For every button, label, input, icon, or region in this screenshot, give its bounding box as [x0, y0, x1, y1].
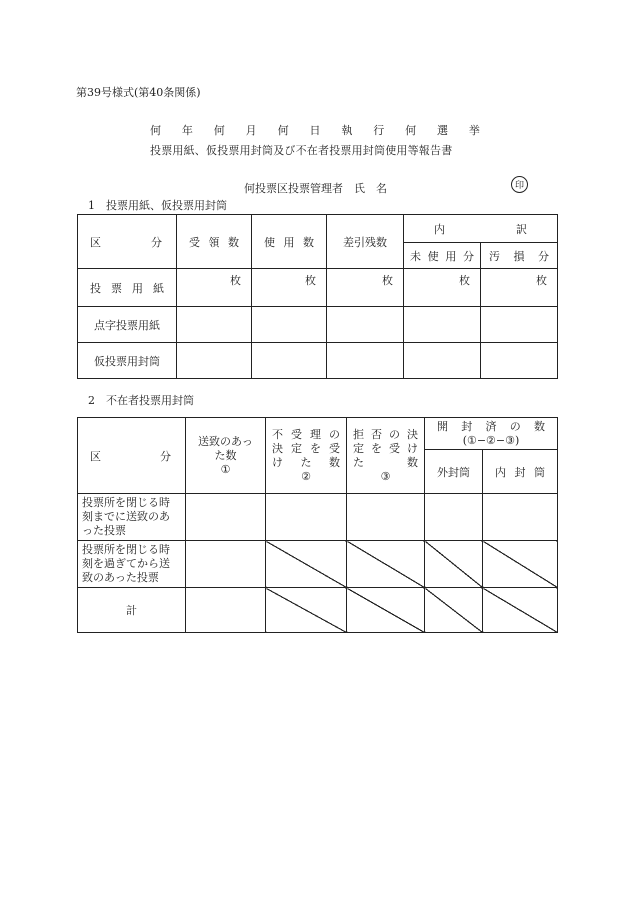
table-cell[interactable]: [483, 494, 558, 541]
table-cell[interactable]: [347, 494, 425, 541]
title-char: 月: [245, 124, 257, 137]
row-char: 投: [90, 281, 101, 295]
header-char: 数: [329, 455, 340, 469]
title-char: 行: [373, 124, 385, 137]
title-char: 何: [213, 124, 225, 137]
header-char: 汚: [489, 249, 500, 263]
table-cell[interactable]: [327, 307, 404, 343]
table-cell[interactable]: [266, 494, 347, 541]
title-char: 日: [309, 124, 321, 137]
row-char: 紙: [153, 281, 164, 295]
table-cell[interactable]: [186, 494, 266, 541]
table-cell[interactable]: [481, 307, 558, 343]
header-opened-count: [425, 418, 558, 450]
election-title: [150, 122, 480, 138]
header-used: [252, 215, 327, 269]
row-label-ballot-paper: [78, 269, 177, 307]
header-char: け: [407, 441, 418, 455]
header-char: を: [310, 441, 321, 455]
table-cell[interactable]: [177, 307, 252, 343]
table-cell[interactable]: [404, 343, 481, 379]
row-label-after-close: [78, 541, 186, 588]
header-rejected-count: [266, 418, 347, 494]
header-char: 決: [272, 441, 283, 455]
absentee-envelope-table: [77, 417, 558, 633]
title-char: 年: [181, 124, 193, 137]
manager-name-label: 何投票区投票管理者 氏 名: [244, 182, 387, 195]
header-outer-envelope: 外封筒: [425, 450, 483, 494]
row-line: った投票: [82, 524, 126, 537]
unit-cell: 枚: [404, 269, 481, 307]
table-cell[interactable]: [186, 588, 266, 633]
title-char: 挙: [468, 124, 480, 137]
header-char: を: [371, 441, 382, 455]
header-refused-count: [347, 418, 425, 494]
header-unused: [404, 243, 481, 269]
header-char: 拒: [353, 427, 364, 441]
header-char: の: [509, 419, 521, 433]
header-char: 決: [407, 427, 418, 441]
header-category: [78, 418, 186, 494]
header-char: 分: [462, 249, 474, 263]
header-inner-envelope: [483, 450, 558, 494]
header-char: 封: [514, 465, 526, 479]
header-char: 封: [461, 419, 473, 433]
header-char: 区: [90, 235, 101, 249]
table-cell[interactable]: [481, 343, 558, 379]
crossed-out-cell: [425, 541, 483, 588]
unit-cell: 枚: [252, 269, 327, 307]
header-char: 数: [303, 235, 314, 249]
header-char: 内: [495, 465, 506, 479]
table-cell[interactable]: [404, 307, 481, 343]
row-label-provisional-envelope: 仮投票用封筒: [78, 343, 177, 379]
header-number: ①: [220, 462, 231, 476]
table-cell[interactable]: [252, 343, 327, 379]
row-label-braille-paper: 点字投票用紙: [78, 307, 177, 343]
header-char: 受: [389, 441, 400, 455]
header-formula: (①−②−③): [462, 433, 520, 447]
row-line: 致のあった投票: [82, 571, 159, 584]
header-category: [78, 215, 177, 269]
header-char: 受: [291, 427, 302, 441]
unit-cell: 枚: [481, 269, 558, 307]
crossed-out-cell: [347, 588, 425, 633]
header-char: 使: [427, 249, 439, 263]
header-char: 訳: [516, 222, 527, 236]
title-char: 何: [405, 124, 417, 137]
header-breakdown: [404, 215, 558, 243]
header-char: 分: [160, 449, 171, 463]
row-char: 用: [132, 281, 143, 295]
row-line: 投票所を閉じる時: [82, 496, 170, 509]
title-char: 選: [437, 124, 449, 137]
row-line: 投票所を閉じる時: [82, 543, 170, 556]
header-char: 数: [407, 455, 418, 469]
header-char: の: [329, 427, 340, 441]
header-char: の: [389, 427, 400, 441]
header-char: 数: [534, 419, 545, 433]
header-received: [177, 215, 252, 269]
header-number: ③: [380, 469, 391, 483]
header-char: た: [353, 455, 364, 469]
crossed-out-cell: [425, 588, 483, 633]
header-char: 筒: [534, 465, 545, 479]
header-char: 定: [353, 441, 364, 455]
header-char: 受: [329, 441, 340, 455]
header-number: ②: [301, 469, 311, 483]
header-char: 受: [189, 235, 200, 249]
header-char: 内: [434, 222, 445, 236]
table-cell[interactable]: [177, 343, 252, 379]
header-char: 損: [513, 249, 525, 263]
crossed-out-cell: [483, 588, 558, 633]
crossed-out-cell: [347, 541, 425, 588]
row-char: 票: [111, 281, 122, 295]
header-remaining: 差引残数: [327, 215, 404, 269]
row-line: 刻までに送致のあ: [82, 510, 170, 523]
header-char: 否: [371, 427, 382, 441]
ballot-paper-table: [77, 214, 558, 379]
header-char: 区: [90, 449, 101, 463]
crossed-out-cell: [266, 541, 347, 588]
form-number: 第39号様式(第40条関係): [76, 86, 201, 99]
header-char: 開: [437, 419, 448, 433]
header-line: た数: [214, 448, 237, 462]
header-char: た: [300, 455, 312, 469]
row-label-before-close: [78, 494, 186, 541]
header-char: 分: [151, 235, 162, 249]
header-line: 送致のあっ: [198, 434, 253, 448]
header-char: 使: [264, 235, 275, 249]
header-char: 定: [291, 441, 302, 455]
table-cell[interactable]: [186, 541, 266, 588]
table-cell[interactable]: [252, 307, 327, 343]
header-char: 用: [445, 249, 457, 263]
report-title: 投票用紙、仮投票用封筒及び不在者投票用封筒使用等報告書: [150, 144, 453, 157]
header-damaged: [481, 243, 558, 269]
header-char: 領: [208, 235, 220, 249]
header-char: 未: [410, 249, 421, 263]
unit-cell: 枚: [177, 269, 252, 307]
header-char: 用: [283, 235, 295, 249]
table-cell[interactable]: [425, 494, 483, 541]
title-char: 何: [150, 124, 161, 137]
title-char: 執: [341, 124, 353, 137]
unit-cell: 枚: [327, 269, 404, 307]
title-char: 何: [277, 124, 289, 137]
row-line: 刻を過ぎてから送: [82, 557, 170, 570]
header-char: け: [272, 455, 283, 469]
header-char: 不: [272, 427, 283, 441]
table-cell[interactable]: [327, 343, 404, 379]
crossed-out-cell: [266, 588, 347, 633]
section2-heading: 2 不在者投票用封筒: [88, 394, 194, 407]
header-char: 済: [485, 419, 497, 433]
header-char: 理: [310, 427, 321, 441]
crossed-out-cell: [483, 541, 558, 588]
seal-mark: 印: [511, 176, 528, 193]
row-label-total: 計: [78, 588, 186, 633]
header-char: 数: [228, 235, 239, 249]
section1-heading: 1 投票用紙、仮投票用封筒: [88, 199, 227, 212]
header-sent-count: [186, 418, 266, 494]
header-char: 分: [538, 249, 549, 263]
